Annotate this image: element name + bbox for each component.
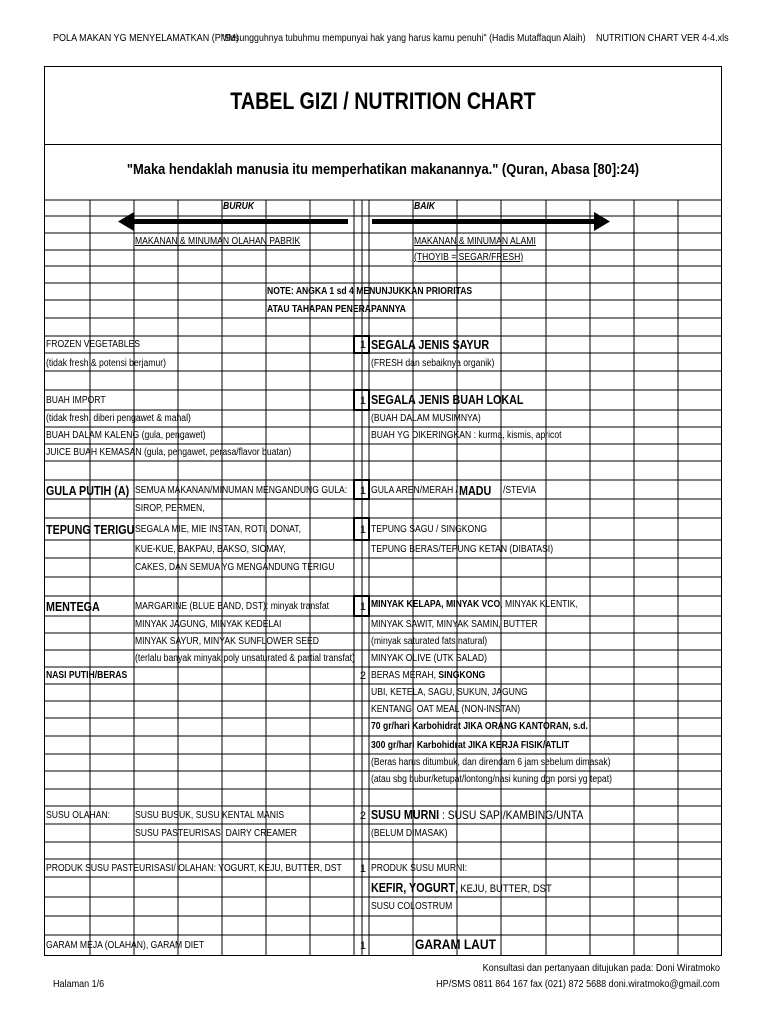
produk-susu-murni: PRODUK SUSU MURNI: — [371, 863, 468, 874]
susu-murni-line — [371, 808, 583, 823]
page-number: Halaman 1/6 — [53, 978, 105, 990]
footer-contact: Konsultasi dan pertanyaan ditujukan pada: Doni Wiratmoko — [482, 962, 720, 974]
minyak-sawit: MINYAK SAWIT, MINYAK SAMIN, BUTTER — [371, 619, 538, 630]
kefir-yogurt: KEFIR, YOGURT — [371, 881, 456, 895]
tepung-terigu: TEPUNG TERIGU — [46, 523, 135, 537]
produk-susu-pasteurisasi: PRODUK SUSU PASTEURISASI/ OLAHAN: YOGURT, KEJU, BUTTER, DST — [46, 863, 342, 874]
tepung-desc1: SEGALA MIE, MIE INSTAN, ROTI, DONAT, — [135, 524, 301, 535]
header-doc-title: POLA MAKAN YG MENYELAMATKAN (PMM) — [53, 32, 239, 44]
bubur-note: (atau sbg bubur/ketupat/lontong/nasi kuning dgn porsi yg tepat) — [371, 774, 612, 785]
priority-note-line1: NOTE: ANGKA 1 sd 4 MENUNJUKKAN PRIORITAS — [267, 286, 473, 297]
kentang-oatmeal: KENTANG, OAT MEAL (NON-INSTAN) — [371, 704, 521, 715]
gula-desc1: SEMUA MAKANAN/MINUMAN MENGANDUNG GULA: — [135, 485, 348, 496]
sayur-note: (FRESH dan sebaiknya organik) — [371, 358, 495, 369]
buah-musim: (BUAH DALAM MUSIMNYA) — [371, 413, 481, 424]
header-hadis: "Sesungguhnya tubuhmu mempunyai hak yang harus kamu penuhi" (Hadis Mutaffaqun Alaih) — [221, 32, 586, 44]
scale-bad-desc: MAKANAN & MINUMAN OLAHAN PABRIK — [135, 236, 301, 247]
minyak-kelapa-line — [371, 599, 578, 611]
priority-produk: 1 — [359, 863, 366, 875]
mentega: MENTEGA — [46, 600, 100, 614]
priority-note-line2: ATAU TAHAPAN PENERAPANNYA — [267, 304, 406, 315]
beras-merah: BERAS MERAH, — [371, 670, 439, 681]
singkong: SINGKONG — [438, 670, 486, 681]
scale-good-desc: MAKANAN & MINUMAN ALAMI — [414, 236, 536, 247]
frozen-note: (tidak fresh & potensi berjamur) — [46, 358, 166, 369]
garam-meja: GARAM MEJA (OLAHAN), GARAM DIET — [46, 940, 205, 951]
quran-quote: "Maka hendaklah manusia itu memperhatikan makanannya." (Quran, Abasa [80]:24) — [126, 161, 640, 178]
priority-frozen: 1 — [359, 339, 366, 351]
keju-butter: , KEJU, BUTTER, DST — [455, 883, 552, 895]
priority-buah: 1 — [359, 395, 366, 407]
saturated-fats-note: (minyak saturated fats natural) — [371, 636, 488, 647]
ubi-ketela: UBI, KETELA, SAGU, SUKUN, JAGUNG — [371, 687, 528, 698]
minyak-jagung: MINYAK JAGUNG, MINYAK KEDELAI — [135, 619, 282, 630]
minyak-klentik: , MINYAK KLENTIK, — [500, 599, 578, 610]
tepung-sagu: TEPUNG SAGU / SINGKONG — [371, 524, 488, 535]
karbohidrat-300: 300 gr/hari Karbohidrat JIKA KERJA FISIK/ATLIT — [371, 740, 570, 751]
beras-merah-line — [371, 670, 485, 682]
scale-good-label: BAIK — [414, 201, 436, 212]
priority-garam: 1 — [359, 940, 366, 952]
kefir-line — [371, 881, 552, 896]
susu-pasteurisasi: SUSU PASTEURISASI DAIRY CREAMER — [135, 828, 298, 839]
susu-olahan: SUSU OLAHAN: — [46, 810, 111, 821]
susu-busuk: SUSU BUSUK, SUSU KENTAL MANIS — [135, 810, 285, 821]
header-file-name: NUTRITION CHART VER 4-4.xls — [596, 32, 729, 44]
priority-nasi: 2 — [359, 670, 366, 682]
karbohidrat-70: 70 gr/hari Karbohidrat JIKA ORANG KANTORAN, s.d. — [371, 721, 588, 732]
susu-colostrum: SUSU COLOSTRUM — [371, 901, 453, 912]
tepung-desc2: KUE-KUE, BAKPAU, BAKSO, SIOMAY, — [135, 544, 286, 555]
poly-unsaturated-note: (terlalu banyak minyak poly unsaturated & partial transfat) — [135, 653, 355, 664]
buah-import: BUAH IMPORT — [46, 395, 106, 406]
madu: MADU — [459, 484, 492, 498]
priority-susu: 2 — [359, 810, 366, 822]
buah-import-note: (tidak fresh, diberi pengawet & mahal) — [46, 413, 191, 424]
buah-kaleng: BUAH DALAM KALENG (gula, pengawet) — [46, 430, 206, 441]
gula-putih: GULA PUTIH (A) — [46, 484, 130, 498]
priority-gula: 1 — [359, 485, 366, 497]
tepung-desc3: CAKES, DAN SEMUA YG MENGANDUNG TERIGU — [135, 562, 335, 573]
stevia: /STEVIA — [503, 485, 536, 496]
tepung-beras: TEPUNG BERAS/TEPUNG KETAN (DIBATASI) — [371, 544, 554, 555]
susu-murni: SUSU MURNI — [371, 808, 440, 822]
garam-laut: GARAM LAUT — [415, 936, 496, 952]
priority-mentega: 1 — [359, 601, 366, 613]
segala-sayur: SEGALA JENIS SAYUR — [371, 338, 490, 352]
scale-good-desc2: (THOYIB = SEGAR/FRESH) — [414, 252, 524, 263]
minyak-olive: MINYAK OLIVE (UTK SALAD) — [371, 653, 487, 664]
scale-bad-label: BURUK — [223, 201, 255, 212]
footer-phone: HP/SMS 0811 864 167 fax (021) 872 5688 doni.wiratmoko@gmail.com — [436, 978, 720, 990]
page-title: TABEL GIZI / NUTRITION CHART — [230, 88, 536, 115]
susu-sapi: : SUSU SAPI/KAMBING/UNTA — [439, 808, 584, 822]
gula-aren: GULA AREN/MERAH / — [371, 485, 458, 496]
nasi-putih: NASI PUTIH/BERAS — [46, 670, 128, 681]
minyak-kelapa: MINYAK KELAPA, MINYAK VCO — [371, 599, 501, 610]
beras-note: (Beras harus ditumbuk, dan direndam 6 jam sebelum dimasak) — [371, 757, 611, 768]
juice-kemasan: JUICE BUAH KEMASAN (gula, pengawet, perasa/flavor buatan) — [46, 447, 292, 458]
priority-tepung: 1 — [359, 524, 366, 536]
margarine: MARGARINE (BLUE BAND, DST): minyak transfat — [135, 601, 330, 612]
gula-desc2: SIROP, PERMEN, — [135, 503, 205, 514]
buah-lokal: SEGALA JENIS BUAH LOKAL — [371, 393, 524, 407]
belum-dimasak: (BELUM DIMASAK) — [371, 828, 448, 839]
minyak-sayur: MINYAK SAYUR, MINYAK SUNFLOWER SEED — [135, 636, 319, 647]
buah-kering: BUAH YG DIKERINGKAN : kurma, kismis, apricot — [371, 430, 562, 441]
frozen-vegetables: FROZEN VEGETABLES — [46, 339, 140, 350]
